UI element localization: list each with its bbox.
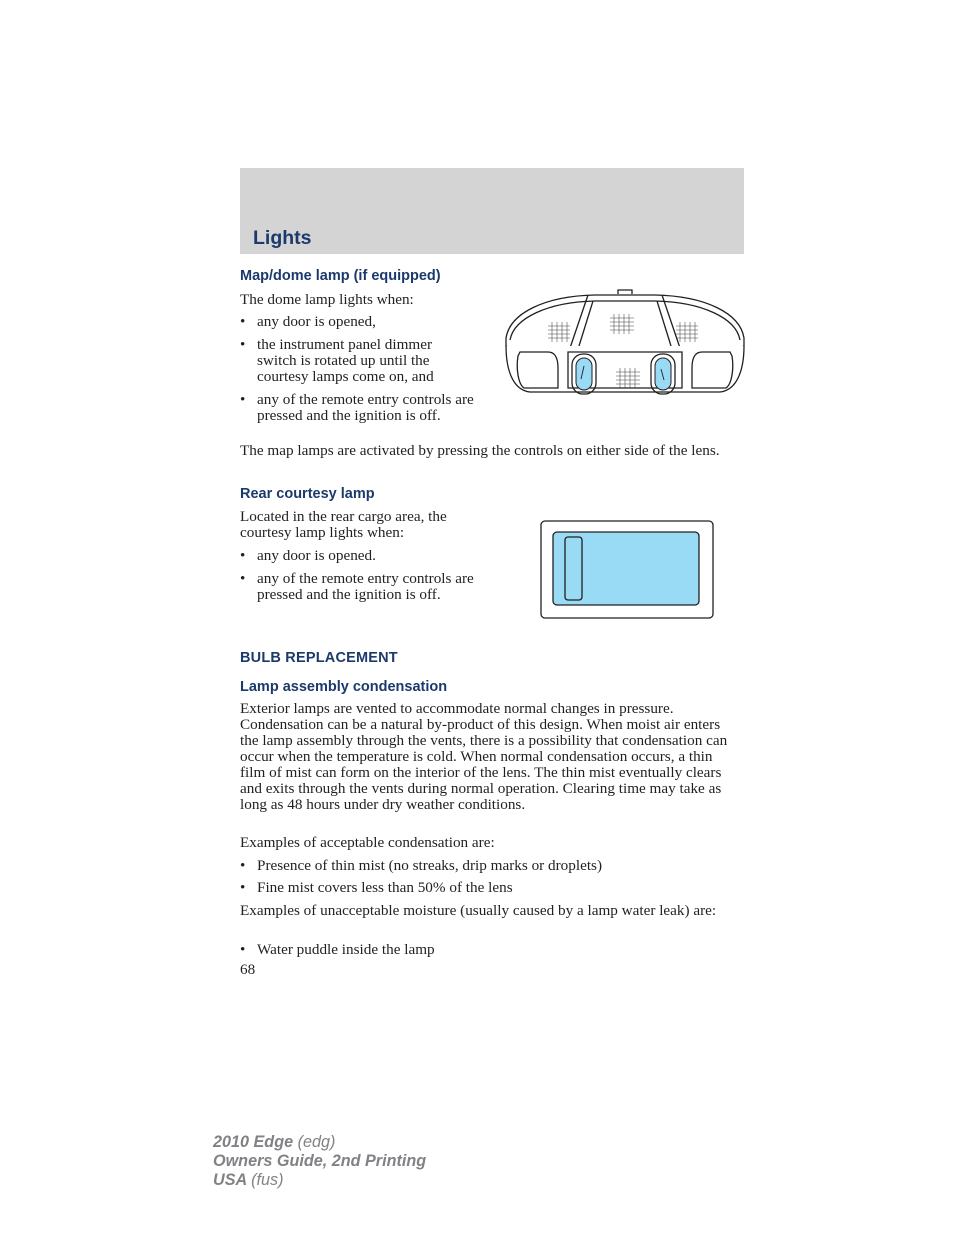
- list-item: [240, 571, 486, 603]
- unacceptable-intro: Examples of unacceptable moisture (usually caused by a lamp water leak) are:: [240, 902, 717, 919]
- list-item: [240, 880, 737, 896]
- footer-model-code: (edg): [297, 1133, 336, 1151]
- footer-market-line: [213, 1171, 426, 1190]
- bullet-marker: •: [240, 313, 246, 330]
- list-item: [240, 337, 467, 385]
- section-header-band: [240, 168, 744, 254]
- rear-courtesy-heading: Rear courtesy lamp: [240, 486, 375, 502]
- bullet-text: any of the remote entry controls are pressed and the ignition is off.: [257, 391, 474, 424]
- bullet-marker: •: [240, 857, 246, 874]
- map-dome-heading: Map/dome lamp (if equipped): [240, 268, 441, 284]
- footer-market-code: (fus): [251, 1171, 284, 1189]
- bullet-marker: •: [240, 391, 246, 408]
- list-item: [240, 858, 737, 874]
- footer-model-line: [213, 1133, 426, 1152]
- bullet-marker: •: [240, 547, 246, 564]
- condensation-paragraph: Exterior lamps are vented to accommodate normal changes in pressure. Condensation can be a natural by-product of this design. When moist air enters the lamp assembly through the vents, there is a possibility that condensation can occur when the temperature is cold. When normal condensation occurs, a thin film of mist can form on the interior of the lens. The thin mist eventually clears and exits through the vents during normal operation. Clearing time may take as long as 48 hours under dry weather conditions.: [240, 700, 728, 813]
- map-dome-intro: The dome lamp lights when:: [240, 291, 414, 308]
- page-number: 68: [240, 961, 256, 978]
- bullet-text: any door is opened.: [257, 547, 376, 564]
- footer-model: 2010 Edge: [213, 1133, 294, 1151]
- bullet-marker: •: [240, 879, 246, 896]
- bullet-text: Water puddle inside the lamp: [257, 941, 435, 958]
- lamp-condensation-heading: Lamp assembly condensation: [240, 679, 448, 695]
- bullet-marker: •: [240, 336, 246, 353]
- bullet-text: any of the remote entry controls are pressed and the ignition is off.: [257, 570, 474, 603]
- bullet-text: any door is opened,: [257, 313, 376, 330]
- bullet-text: Presence of thin mist (no streaks, drip marks or droplets): [257, 857, 603, 874]
- bulb-replacement-heading: BULB REPLACEMENT: [240, 650, 398, 666]
- bullet-text: the instrument panel dimmer switch is rotated up until the courtesy lamps come on, and: [257, 336, 434, 385]
- acceptable-intro: Examples of acceptable condensation are:: [240, 834, 495, 851]
- bullet-marker: •: [240, 941, 246, 958]
- list-item: [240, 548, 497, 564]
- dome-lamp-illustration: [500, 288, 750, 400]
- bullet-text: Fine mist covers less than 50% of the lens: [257, 879, 513, 896]
- courtesy-lamp-illustration: [540, 520, 714, 619]
- section-title: Lights: [253, 227, 312, 249]
- footer-market: USA: [213, 1171, 247, 1189]
- bullet-marker: •: [240, 570, 246, 587]
- rear-courtesy-intro: Located in the rear cargo area, the courtesy lamp lights when:: [240, 508, 447, 541]
- list-item: [240, 942, 737, 958]
- footer: [213, 1133, 426, 1190]
- list-item: [240, 314, 497, 330]
- list-item: [240, 392, 486, 424]
- map-dome-closing: The map lamps are activated by pressing the controls on either side of the lens.: [240, 442, 720, 459]
- footer-guide: Owners Guide, 2nd Printing: [213, 1152, 427, 1170]
